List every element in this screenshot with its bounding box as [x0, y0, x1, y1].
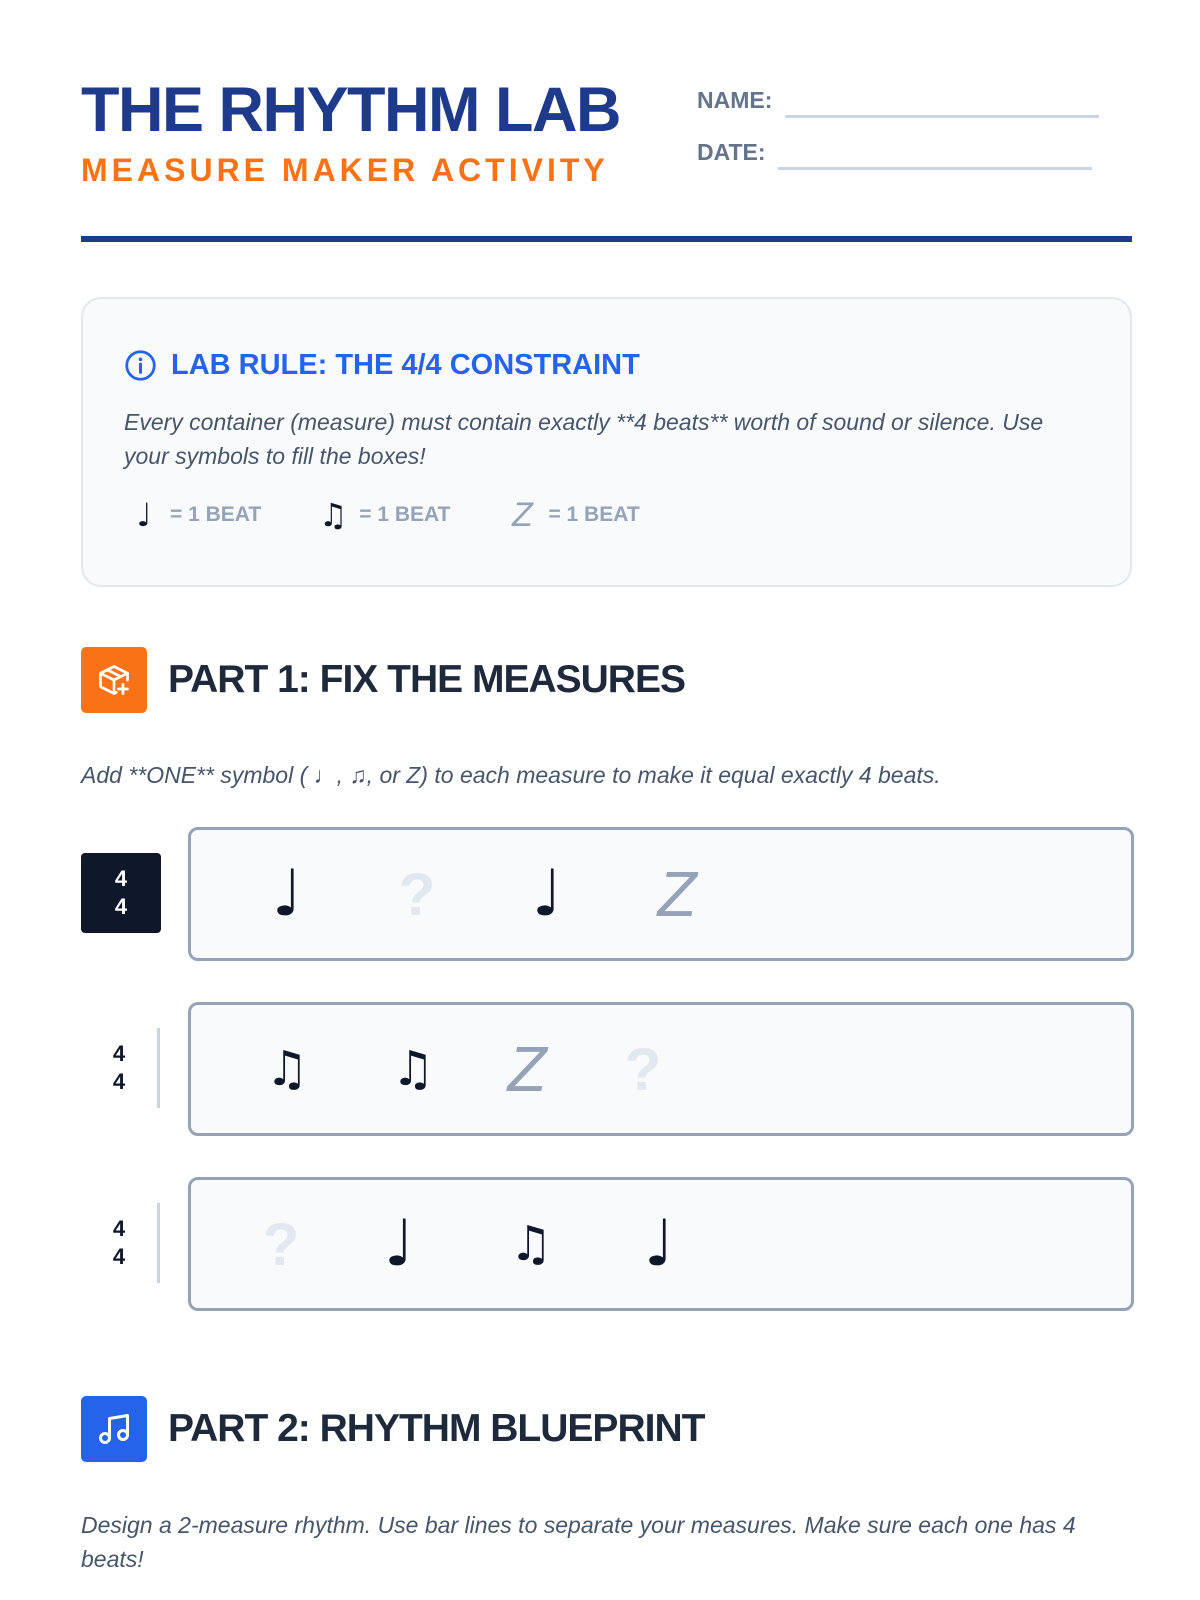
- part2-title: PART 2: RHYTHM BLUEPRINT: [168, 1407, 705, 1450]
- quarter-note-icon: ♩: [531, 857, 563, 931]
- lab-rule-text: Every container (measure) must contain exactly **4 beats** worth of sound or silence. Use your symbols to fill the boxes!: [124, 409, 1044, 469]
- measure-box[interactable]: [188, 827, 1134, 961]
- time-signature-bottom: 4: [114, 894, 128, 919]
- box-plus-icon: [96, 662, 132, 698]
- bar-line: [157, 1028, 160, 1108]
- symbol-legend: [124, 495, 692, 535]
- legend-item-eighth-notes: [313, 495, 450, 535]
- part1-header: [81, 647, 685, 713]
- time-signature-top: 4: [112, 1041, 126, 1066]
- time-signature-top: 4: [114, 866, 128, 891]
- music-notes-icon: [96, 1411, 132, 1447]
- bar-line: [157, 1203, 160, 1283]
- date-label: DATE:: [697, 139, 766, 165]
- legend-value: = 1 BEAT: [170, 503, 262, 526]
- eighth-notes-icon: ♫: [318, 496, 348, 534]
- part1-title: PART 1: FIX THE MEASURES: [168, 658, 685, 701]
- part2-instruction: Design a 2-measure rhythm. Use bar lines to separate your measures. Make sure each one has 4 beats!: [81, 1512, 1076, 1572]
- eighth-notes-icon: ♫: [509, 1216, 553, 1272]
- time-signature-bottom: 4: [112, 1244, 126, 1269]
- time-signature: [81, 853, 161, 933]
- measure-box[interactable]: [188, 1002, 1134, 1136]
- part2-icon-badge: [81, 1396, 147, 1462]
- quarter-note-icon: ♩: [271, 857, 303, 931]
- missing-beat-slot[interactable]: ?: [624, 1035, 662, 1103]
- worksheet-page: [81, 0, 1132, 1600]
- measure-row: [81, 1177, 1132, 1309]
- legend-item-quarter-note: [124, 495, 261, 535]
- page-subtitle: MEASURE MAKER ACTIVITY: [81, 152, 609, 188]
- quarter-note-icon: ♩: [383, 1207, 415, 1281]
- lab-rule-box: [81, 297, 1132, 587]
- eighth-notes-icon: ♫: [391, 1041, 435, 1097]
- measure-row: [81, 1002, 1132, 1134]
- missing-beat-slot[interactable]: ?: [262, 1210, 300, 1278]
- part2-header: [81, 1396, 704, 1462]
- legend-value: = 1 BEAT: [359, 503, 451, 526]
- date-field[interactable]: [778, 167, 1092, 170]
- name-label: NAME:: [697, 87, 773, 113]
- lab-rule-title: LAB RULE: THE 4/4 CONSTRAINT: [171, 349, 640, 381]
- missing-beat-slot[interactable]: ?: [398, 860, 436, 928]
- rest-icon: Z: [512, 496, 533, 534]
- lab-rule-header: [124, 347, 640, 383]
- time-signature-top: 4: [112, 1216, 126, 1241]
- part1-instruction: Add **ONE** symbol ( ♩, ♫, or Z) to each measure to make it equal exactly 4 beats.: [81, 762, 941, 788]
- rest-icon: Z: [657, 858, 697, 930]
- rest-icon: Z: [507, 1033, 547, 1105]
- quarter-note-icon: ♩: [136, 496, 152, 534]
- header-divider: [81, 236, 1132, 242]
- info-icon: [124, 349, 157, 382]
- quarter-note-icon: ♩: [643, 1207, 675, 1281]
- page-title: THE RHYTHM LAB: [81, 75, 620, 145]
- legend-item-rest: [502, 495, 639, 535]
- part1-icon-badge: [81, 647, 147, 713]
- legend-value: = 1 BEAT: [548, 503, 640, 526]
- eighth-notes-icon: ♫: [265, 1041, 309, 1097]
- measure-box[interactable]: [188, 1177, 1134, 1311]
- time-signature: [81, 1203, 157, 1283]
- time-signature: [81, 1028, 157, 1108]
- time-signature-bottom: 4: [112, 1069, 126, 1094]
- measure-row: [81, 827, 1132, 959]
- name-field[interactable]: [785, 115, 1099, 118]
